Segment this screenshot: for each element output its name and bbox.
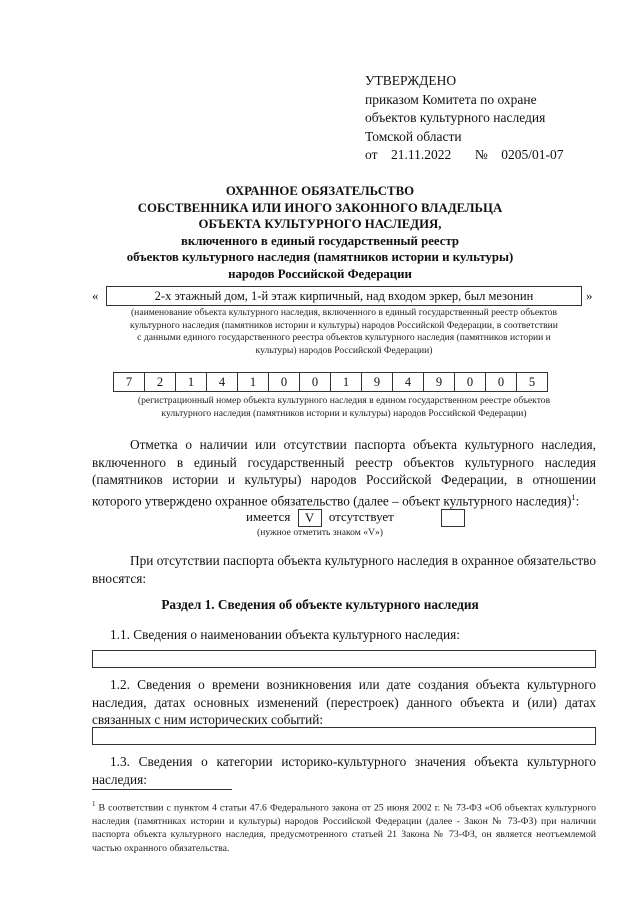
quote-open: « bbox=[92, 288, 99, 303]
title-line: включенного в единый государственный реестр bbox=[180, 233, 459, 248]
digit-cell[interactable]: 0 bbox=[485, 372, 517, 392]
footnote-mark: 1 bbox=[92, 800, 96, 808]
caption-line: культуры) народов Российской Федерации) bbox=[255, 344, 433, 356]
digit-cell[interactable]: 4 bbox=[206, 372, 238, 392]
digit-cell[interactable]: 5 bbox=[516, 372, 548, 392]
footnote bbox=[92, 798, 596, 856]
caption-line: культурного наследия (памятников истории и культуры) народов Российской Федерации) bbox=[161, 407, 527, 419]
absent-paragraph bbox=[92, 552, 596, 587]
item-1-1-field[interactable] bbox=[92, 650, 596, 668]
digit-cell[interactable]: 1 bbox=[175, 372, 207, 392]
check-hint: (нужное отметить знаком «V») bbox=[257, 527, 383, 538]
caption-line: (наименование объекта культурного наследия, включенного в единый государственный реестр объектов bbox=[130, 307, 558, 318]
registration-caption bbox=[92, 395, 596, 420]
item-1-1-text: 1.1. Сведения о наименовании объекта культурного наследия: bbox=[110, 627, 460, 642]
digit-cell[interactable]: 0 bbox=[454, 372, 486, 392]
approval-line: объектов культурного наследия bbox=[365, 110, 546, 125]
caption-line: (регистрационный номер объекта культурного наследия в едином государственном реестре объектов bbox=[137, 395, 551, 406]
passport-text-end: : bbox=[575, 493, 580, 509]
document-title bbox=[0, 183, 640, 282]
digit-cell[interactable]: 1 bbox=[237, 372, 269, 392]
digit-cell[interactable]: 7 bbox=[113, 372, 145, 392]
title-line: ОБЪЕКТА КУЛЬТУРНОГО НАСЛЕДИЯ, bbox=[198, 217, 442, 231]
approval-line: приказом Комитета по охране bbox=[365, 91, 537, 107]
item-1-3-text: 1.3. Сведения о категории историко-культурного значения объекта культурного наследия: bbox=[92, 754, 596, 787]
digit-cell[interactable]: 0 bbox=[299, 372, 331, 392]
has-passport-checkbox[interactable]: V bbox=[298, 509, 322, 527]
item-1-2-field[interactable] bbox=[92, 727, 596, 745]
no-passport-checkbox[interactable] bbox=[441, 509, 465, 527]
caption-line: культурного наследия (памятников истории и культуры) народов Российской Федерации, в соответствии bbox=[130, 319, 558, 331]
approval-heading: УТВЕРЖДЕНО bbox=[365, 73, 457, 88]
digit-cell[interactable]: 9 bbox=[361, 372, 393, 392]
object-name-caption bbox=[92, 307, 596, 357]
quote-close: » bbox=[586, 288, 593, 303]
approval-number: 0205/01-07 bbox=[501, 147, 564, 162]
absent-text: При отсутствии паспорта объекта культурного наследия в охранное обязательство вносятся: bbox=[92, 553, 597, 586]
no-passport-label: отсутствует bbox=[328, 509, 394, 524]
digit-cell[interactable]: 2 bbox=[144, 372, 176, 392]
title-line: ОХРАННОЕ ОБЯЗАТЕЛЬСТВО bbox=[225, 184, 415, 198]
footnote-divider bbox=[92, 789, 232, 790]
approval-line: Томской области bbox=[365, 128, 462, 144]
passport-paragraph bbox=[92, 436, 596, 510]
footnote-ref[interactable]: 1 bbox=[571, 491, 576, 502]
approval-block bbox=[365, 72, 564, 165]
has-passport-label: имеется bbox=[246, 509, 291, 524]
date-prefix: от bbox=[365, 147, 378, 162]
number-prefix: № bbox=[474, 147, 488, 162]
caption-line: с данными единого государственного реестра объектов культурного наследия (памятников истории и bbox=[137, 332, 551, 344]
digit-cell[interactable]: 4 bbox=[392, 372, 424, 392]
digit-cell[interactable]: 0 bbox=[268, 372, 300, 392]
digit-cell[interactable]: 9 bbox=[423, 372, 455, 392]
item-1-2-text: 1.2. Сведения о времени возникновения или дате создания объекта культурного наследия, датах основных изменений (перестроек) данного объекта и (или) датах связанных с ним исторических событий: bbox=[92, 677, 596, 728]
title-line: объектов культурного наследия (памятников истории и культуры) bbox=[126, 250, 514, 264]
item-1-2 bbox=[92, 676, 596, 729]
digit-cell[interactable]: 1 bbox=[330, 372, 362, 392]
item-1-1 bbox=[92, 626, 596, 644]
footnote-text: В соответствии с пунктом 4 статьи 47.6 Федерального закона от 25 июня 2002 г. № 73-ФЗ «Об объектах культурного наследия (памятниках истории и культуры) народов Российской Федерации (далее - Закон № 73-ФЗ) при наличии паспорта объекта культурного наследия, предусмотренного статьей 21 Закона № 73-ФЗ, он является неотъемлемой частью охранного обязательства. bbox=[92, 802, 597, 855]
title-line: народов Российской Федерации bbox=[228, 266, 412, 281]
object-name-field[interactable]: 2-х этажный дом, 1-й этаж кирпичный, над входом эркер, был мезонин bbox=[106, 286, 582, 306]
section-title: Раздел 1. Сведения об объекте культурного наследия bbox=[161, 597, 479, 612]
title-line: СОБСТВЕННИКА ИЛИ ИНОГО ЗАКОННОГО ВЛАДЕЛЬЦА bbox=[137, 200, 503, 215]
approval-date-line bbox=[365, 146, 564, 165]
registration-number bbox=[113, 372, 547, 392]
approval-date: 21.11.2022 bbox=[390, 147, 452, 162]
passport-text: Отметка о наличии или отсутствии паспорта объекта культурного наследия, включенного в единый государственный реестр объектов культурного наследия (памятников истории и культуры) народов Российской Федерации, в отношении которого утверждено охранное обязательство (далее – объект культурного наследия) bbox=[92, 437, 596, 509]
item-1-3 bbox=[92, 753, 596, 788]
